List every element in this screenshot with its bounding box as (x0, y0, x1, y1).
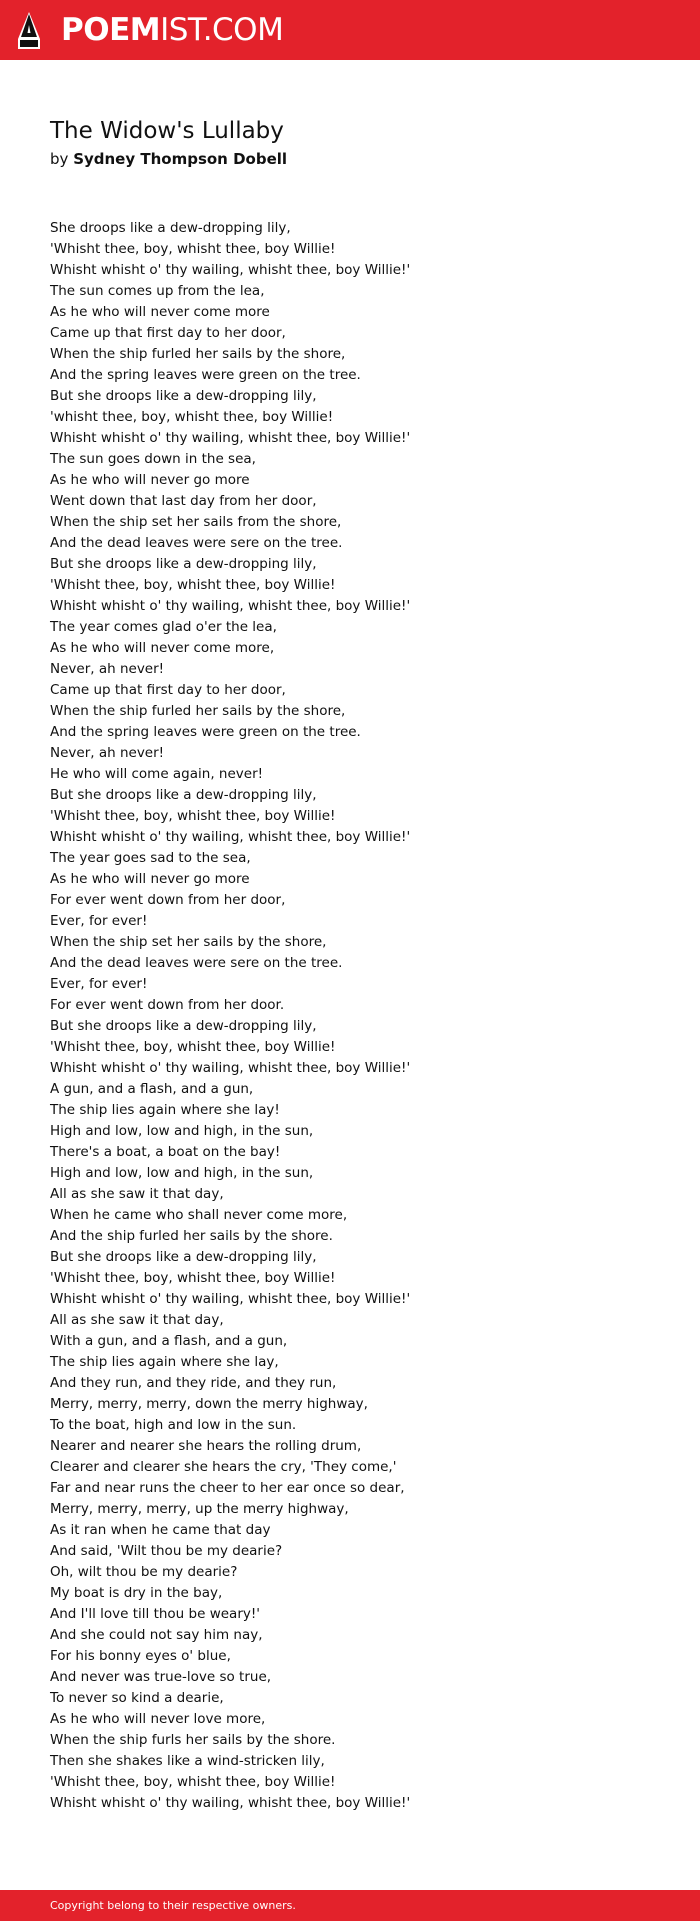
poem-line: But she droops like a dew-dropping lily, (50, 388, 317, 404)
copyright-notice: Copyright belong to their respective owners. (50, 1899, 296, 1912)
poem-line: But she droops like a dew-dropping lily, (50, 787, 317, 803)
poem-line: But she droops like a dew-dropping lily, (50, 1249, 317, 1265)
poem-line: As he who will never go more (50, 871, 250, 887)
poem-line: When the ship set her sails from the shore, (50, 514, 342, 530)
author-name: Sydney Thompson Dobell (73, 150, 288, 168)
logo-text-strong: POEM (61, 12, 161, 48)
poem-line: And the dead leaves were sere on the tree. (50, 535, 343, 551)
poem-line: He who will come again, never! (50, 766, 264, 782)
poem-line: And the dead leaves were sere on the tree. (50, 955, 343, 971)
site-header (0, 0, 700, 60)
poem-line: As he who will never come more, (50, 640, 275, 656)
poem-line: My boat is dry in the bay, (50, 1585, 223, 1601)
poem-line: And they run, and they ride, and they run, (50, 1375, 337, 1391)
poem-line: For ever went down from her door. (50, 997, 285, 1013)
byline (50, 148, 287, 170)
poem-line: A gun, and a flash, and a gun, (50, 1081, 254, 1097)
poem-line: But she droops like a dew-dropping lily, (50, 556, 317, 572)
poem-line: Came up that first day to her door, (50, 682, 286, 698)
poem-line: And I'll love till thou be weary!' (50, 1606, 260, 1622)
poem-line: Ever, for ever! (50, 913, 148, 929)
poem-line: There's a boat, a boat on the bay! (50, 1144, 281, 1160)
poem-line: With a gun, and a flash, and a gun, (50, 1333, 288, 1349)
poem-line: She droops like a dew-dropping lily, (50, 220, 291, 236)
poem-line: Clearer and clearer she hears the cry, 'They come,' (50, 1459, 397, 1475)
poem-line: When he came who shall never come more, (50, 1207, 348, 1223)
poem-body (50, 218, 670, 1814)
poem-line: 'Whisht thee, boy, whisht thee, boy Willie! (50, 1270, 336, 1286)
poem-line: The year goes sad to the sea, (50, 850, 251, 866)
poem-line: And said, 'Wilt thou be my dearie? (50, 1543, 283, 1559)
logo-text-light: IST.COM (160, 12, 284, 48)
poem-line: As he who will never come more (50, 304, 270, 320)
poem-line: All as she saw it that day, (50, 1186, 224, 1202)
poem-line: 'Whisht thee, boy, whisht thee, boy Willie! (50, 241, 336, 257)
poem-line: 'whisht thee, boy, whisht thee, boy Willie! (50, 409, 334, 425)
poem-line: When the ship set her sails by the shore, (50, 934, 327, 950)
poem-line: Whisht whisht o' thy wailing, whisht thee, boy Willie!' (50, 1795, 411, 1811)
poem-line: The ship lies again where she lay! (50, 1102, 280, 1118)
poem-line: Whisht whisht o' thy wailing, whisht thee, boy Willie!' (50, 1060, 411, 1076)
poem-line: For his bonny eyes o' blue, (50, 1648, 231, 1664)
poem-line: The year comes glad o'er the lea, (50, 619, 277, 635)
poem-line: To never so kind a dearie, (50, 1690, 224, 1706)
poem-line: 'Whisht thee, boy, whisht thee, boy Willie! (50, 577, 336, 593)
poem-line: High and low, low and high, in the sun, (50, 1123, 314, 1139)
poem-line: 'Whisht thee, boy, whisht thee, boy Willie! (50, 1039, 336, 1055)
poem-line: Whisht whisht o' thy wailing, whisht thee, boy Willie!' (50, 262, 411, 278)
poem-line: Nearer and nearer she hears the rolling drum, (50, 1438, 362, 1454)
poem-line: 'Whisht thee, boy, whisht thee, boy Willie! (50, 808, 336, 824)
poem-line: Whisht whisht o' thy wailing, whisht thee, boy Willie!' (50, 1291, 411, 1307)
poem-line: Never, ah never! (50, 745, 165, 761)
poem-line: Never, ah never! (50, 661, 165, 677)
poem-line: When the ship furled her sails by the shore, (50, 346, 346, 362)
poem-line: When the ship furls her sails by the shore. (50, 1732, 336, 1748)
poem-line: Came up that first day to her door, (50, 325, 286, 341)
poem-line: For ever went down from her door, (50, 892, 286, 908)
poem-line: And the ship furled her sails by the shore. (50, 1228, 333, 1244)
poem-line: And never was true-love so true, (50, 1669, 272, 1685)
site-logo-link[interactable] (61, 10, 283, 50)
poem-line: 'Whisht thee, boy, whisht thee, boy Willie! (50, 1774, 336, 1790)
site-footer (0, 1890, 700, 1921)
poem-line: The ship lies again where she lay, (50, 1354, 279, 1370)
poem-line: Whisht whisht o' thy wailing, whisht thee, boy Willie!' (50, 430, 411, 446)
poem-line: All as she saw it that day, (50, 1312, 224, 1328)
poem-line: Merry, merry, merry, up the merry highway, (50, 1501, 349, 1517)
poem-line: High and low, low and high, in the sun, (50, 1165, 314, 1181)
poem-line: As he who will never go more (50, 472, 250, 488)
poem-line: To the boat, high and low in the sun. (50, 1417, 297, 1433)
poem-line: And she could not say him nay, (50, 1627, 263, 1643)
poem-line: Whisht whisht o' thy wailing, whisht thee, boy Willie!' (50, 598, 411, 614)
poem-line: But she droops like a dew-dropping lily, (50, 1018, 317, 1034)
poem-line: And the spring leaves were green on the tree. (50, 724, 361, 740)
poem-line: As it ran when he came that day (50, 1522, 271, 1538)
poem-line: As he who will never love more, (50, 1711, 266, 1727)
poem-line: Far and near runs the cheer to her ear once so dear, (50, 1480, 405, 1496)
by-label: by (50, 150, 69, 168)
pen-nib-icon[interactable] (16, 11, 42, 51)
poem-line: The sun goes down in the sea, (50, 451, 256, 467)
poem-line: When the ship furled her sails by the shore, (50, 703, 346, 719)
poem-title: The Widow's Lullaby (50, 118, 284, 144)
poem-line: Ever, for ever! (50, 976, 148, 992)
poem-line: Then she shakes like a wind-stricken lily, (50, 1753, 325, 1769)
poem-line: Whisht whisht o' thy wailing, whisht thee, boy Willie!' (50, 829, 411, 845)
poem-line: Merry, merry, merry, down the merry highway, (50, 1396, 368, 1412)
poem-line: Oh, wilt thou be my dearie? (50, 1564, 238, 1580)
poem-line: And the spring leaves were green on the tree. (50, 367, 361, 383)
poem-line: Went down that last day from her door, (50, 493, 317, 509)
poem-line: The sun comes up from the lea, (50, 283, 265, 299)
